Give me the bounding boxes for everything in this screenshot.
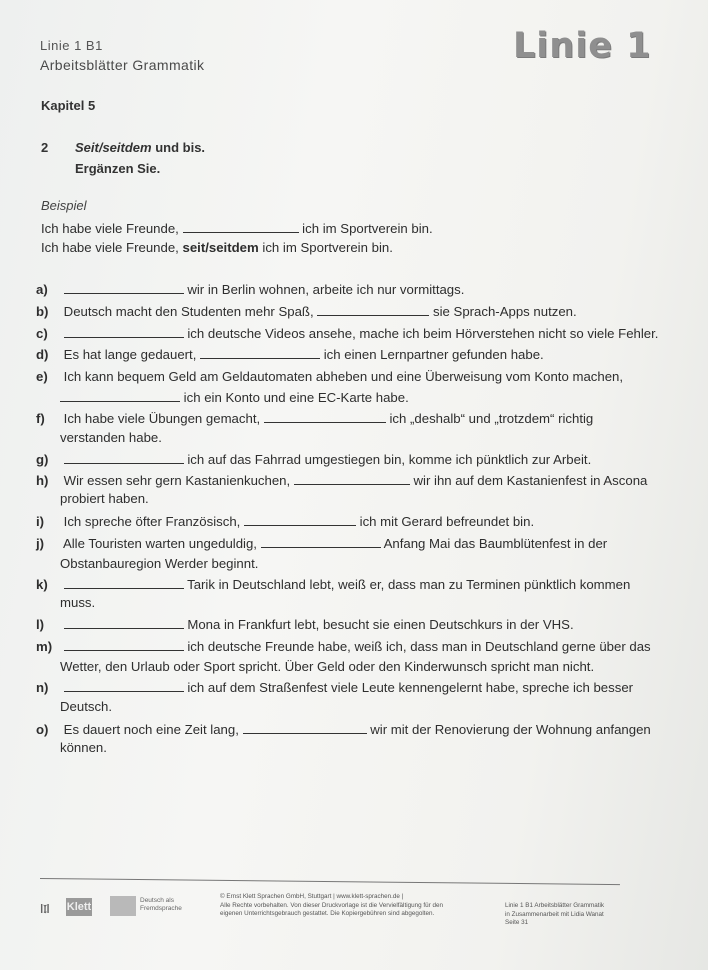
example-line1-after: ich im Sportverein bin. bbox=[302, 221, 433, 236]
item-k-text: Tarik in Deutschland lebt, weiß er, dass man zu Terminen pünktlich kommen bbox=[187, 577, 631, 592]
item-c-label: c) bbox=[36, 326, 48, 341]
item-o-blank bbox=[243, 723, 367, 734]
item-b-label: b) bbox=[36, 304, 49, 319]
exercise-instruction: Ergänzen Sie. bbox=[75, 161, 161, 176]
example-line-2 bbox=[41, 240, 393, 255]
item-n bbox=[36, 680, 633, 695]
item-f-blank bbox=[264, 412, 386, 423]
daf-logo-box bbox=[110, 896, 136, 916]
item-l-text: Mona in Frankfurt lebt, besucht sie einen Deutschkurs in der VHS. bbox=[187, 617, 574, 632]
item-m-cont: Wetter, den Urlaub oder Sport spricht. Über Geld oder den Kinderwunsch spricht man nicht. bbox=[60, 659, 595, 674]
item-l-label: l) bbox=[36, 617, 45, 632]
item-o-after: wir mit der Renovierung der Wohnung anfangen bbox=[370, 722, 651, 737]
exercise-title-italic: Seit/seitdem bbox=[75, 140, 152, 155]
item-m-label: m) bbox=[36, 639, 53, 654]
example-line2-bold: seit/seitdem bbox=[182, 240, 259, 255]
example-line1-before: Ich habe viele Freunde, bbox=[41, 221, 179, 236]
copyright-line-1: © Ernst Klett Sprachen GmbH, Stuttgart | www.klett-sprachen.de | bbox=[220, 893, 404, 900]
item-e-label: e) bbox=[36, 369, 48, 384]
item-m-text: ich deutsche Freunde habe, weiß ich, dass man in Deutschland gerne über das bbox=[187, 639, 651, 654]
item-h-blank bbox=[294, 474, 410, 485]
item-h bbox=[36, 473, 647, 488]
item-e-line2: ich ein Konto und eine EC-Karte habe. bbox=[183, 390, 409, 405]
item-g bbox=[36, 452, 591, 467]
item-o-cont: können. bbox=[60, 740, 107, 755]
item-b bbox=[36, 304, 577, 319]
item-b-after: sie Sprach-Apps nutzen. bbox=[433, 304, 577, 319]
item-g-text: ich auf das Fahrrad umgestiegen bin, komme ich pünktlich zur Arbeit. bbox=[187, 452, 592, 467]
item-e bbox=[36, 369, 623, 384]
item-n-blank bbox=[64, 681, 184, 692]
copyright-line-2: Alle Rechte vorbehalten. Von dieser Druckvorlage ist die Vervielfältigung für den bbox=[220, 901, 443, 909]
item-i-after: ich mit Gerard befreundet bin. bbox=[359, 514, 535, 529]
item-f bbox=[36, 411, 593, 426]
item-m bbox=[36, 639, 651, 654]
item-e-line1: Ich kann bequem Geld am Geldautomaten abheben und eine Überweisung vom Konto machen, bbox=[63, 369, 624, 384]
item-i-before: Ich spreche öfter Französisch, bbox=[63, 514, 241, 529]
item-f-cont: verstanden habe. bbox=[60, 430, 162, 445]
footer-credits-line-1: Linie 1 B1 Arbeitsblätter Grammatik bbox=[505, 902, 605, 909]
item-c-text: ich deutsche Videos ansehe, mache ich beim Hörverstehen nicht so viele Fehler. bbox=[187, 326, 659, 341]
item-e-cont bbox=[60, 390, 409, 405]
item-a-blank bbox=[64, 283, 184, 294]
publisher-mark: ǀ𝔩ǀ bbox=[40, 902, 50, 916]
example-heading: Beispiel bbox=[41, 198, 87, 213]
item-m-blank bbox=[64, 640, 184, 651]
item-i-label: i) bbox=[36, 514, 45, 529]
item-a bbox=[36, 282, 464, 297]
item-l-blank bbox=[64, 618, 184, 629]
item-o-label: o) bbox=[36, 722, 49, 737]
footer-divider bbox=[40, 878, 620, 885]
item-o-before: Es dauert noch eine Zeit lang, bbox=[63, 722, 239, 737]
example-line-1 bbox=[41, 221, 433, 236]
item-h-label: h) bbox=[36, 473, 49, 488]
chapter-heading: Kapitel 5 bbox=[41, 98, 96, 113]
exercise-number: 2 bbox=[41, 140, 49, 155]
item-j-label: j) bbox=[36, 536, 45, 551]
item-n-text: ich auf dem Straßenfest viele Leute kennengelernt habe, spreche ich besser bbox=[187, 680, 634, 695]
item-n-cont: Deutsch. bbox=[60, 699, 113, 714]
item-d-label: d) bbox=[36, 347, 49, 362]
item-j-blank bbox=[261, 537, 381, 548]
item-c bbox=[36, 326, 658, 341]
item-d-after: ich einen Lernpartner gefunden habe. bbox=[323, 347, 544, 362]
item-e-blank bbox=[60, 391, 180, 402]
item-f-label: f) bbox=[36, 411, 45, 426]
daf-logo-text: Deutsch als Fremdsprache bbox=[140, 897, 182, 912]
item-i-blank bbox=[244, 515, 356, 526]
item-a-label: a) bbox=[36, 282, 48, 297]
example-line2-before: Ich habe viele Freunde, bbox=[41, 240, 179, 255]
item-c-blank bbox=[64, 327, 184, 338]
item-f-after: ich „deshalb“ und „trotzdem“ richtig bbox=[389, 411, 594, 426]
item-d-before: Es hat lange gedauert, bbox=[63, 347, 197, 362]
item-a-text: wir in Berlin wohnen, arbeite ich nur vormittags. bbox=[187, 282, 465, 297]
item-h-before: Wir essen sehr gern Kastanienkuchen, bbox=[63, 473, 291, 488]
copyright-line-3: eigenen Unterrichtsgebrauch gestattet. Die Kopiergebühren sind abgegolten. bbox=[220, 910, 435, 917]
item-b-before: Deutsch macht den Studenten mehr Spaß, bbox=[63, 304, 314, 319]
item-g-label: g) bbox=[36, 452, 49, 467]
example-line2-after: ich im Sportverein bin. bbox=[262, 240, 393, 255]
item-d bbox=[36, 347, 544, 362]
series-title: Linie 1 B1 bbox=[40, 38, 103, 53]
example-blank bbox=[183, 222, 299, 233]
exercise-title-rest: und bis. bbox=[151, 140, 206, 155]
klett-logo: Klett bbox=[66, 898, 92, 916]
item-h-after: wir ihn auf dem Kastanienfest in Ascona bbox=[413, 473, 648, 488]
item-d-blank bbox=[200, 348, 320, 359]
item-k bbox=[36, 577, 630, 592]
footer-credits bbox=[505, 902, 604, 928]
item-i bbox=[36, 514, 534, 529]
item-j-cont: Obstanbauregion Werder beginnt. bbox=[60, 556, 259, 571]
item-f-before: Ich habe viele Übungen gemacht, bbox=[63, 411, 261, 426]
page-number: Seite 31 bbox=[505, 919, 529, 926]
item-k-label: k) bbox=[36, 577, 48, 592]
item-g-blank bbox=[64, 453, 184, 464]
item-j bbox=[36, 536, 607, 551]
item-h-cont: probiert haben. bbox=[60, 491, 149, 506]
worksheet-subtitle: Arbeitsblätter Grammatik bbox=[40, 57, 205, 73]
copyright-block bbox=[220, 893, 443, 919]
footer-credits-line-2: in Zusammenarbeit mit Lidia Wanat bbox=[505, 910, 604, 918]
item-j-after: Anfang Mai das Baumblütenfest in der bbox=[383, 536, 608, 551]
item-k-cont: muss. bbox=[60, 595, 96, 610]
item-l bbox=[36, 617, 574, 632]
exercise-title bbox=[75, 140, 205, 155]
item-b-blank bbox=[317, 305, 429, 316]
item-n-label: n) bbox=[36, 680, 49, 695]
item-o bbox=[36, 722, 651, 737]
item-k-blank bbox=[64, 578, 184, 589]
linie1-logo: Linie 1 bbox=[513, 26, 652, 66]
item-j-before: Alle Touristen warten ungeduldig, bbox=[62, 536, 257, 551]
